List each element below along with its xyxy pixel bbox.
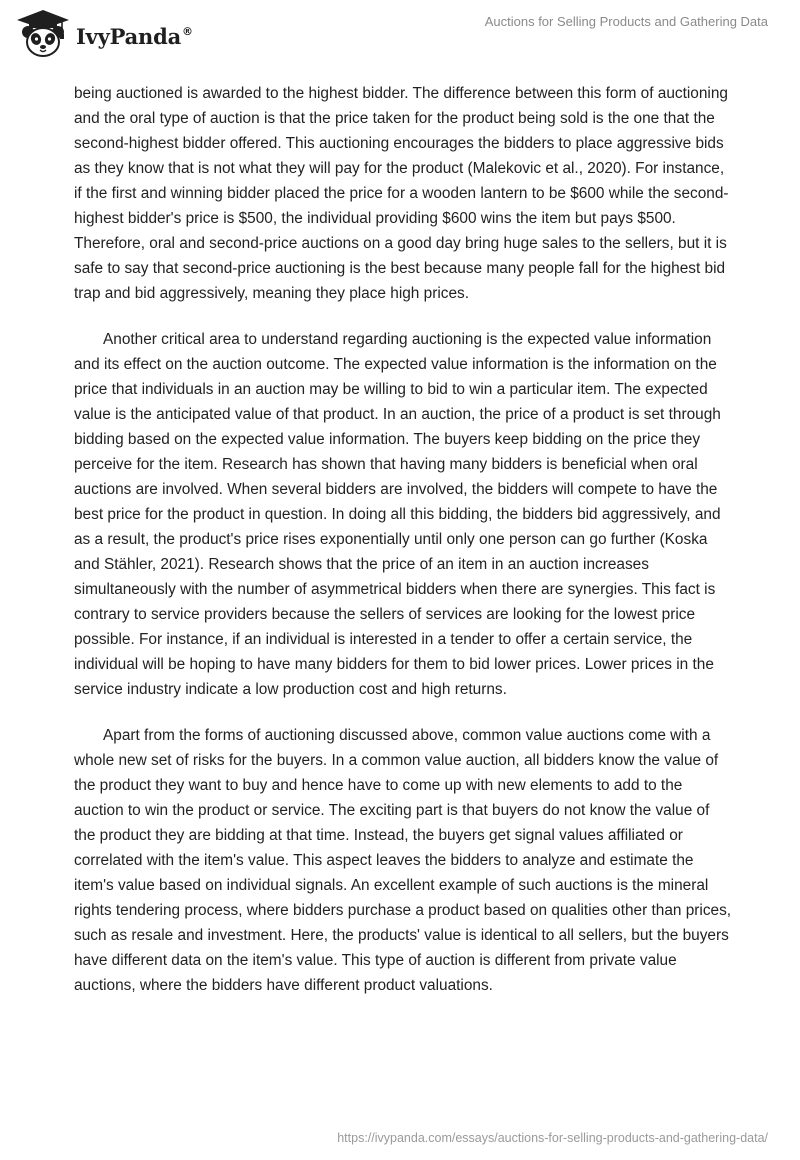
paragraph-3: Apart from the forms of auctioning discussed above, common value auctions come with a whole new set of risks for the buyers. In a common value auction, all bidders know the value of the product they want to buy and hence have to come up with new elements to add to the auction to win the product or service. The exciting part is that buyers do not know the value of the product they are bidding at that time. Instead, the buyers get signal values affiliated or correlated with the item's value. This aspect leaves the bidders to analyze and estimate the item's value based on individual signals. An excellent example of such auctions is the mineral rights tendering process, where bidders purchase a product based on qualities other than prices, such as resale and investment. Here, the products' value is identical to all sellers, but the buyers have different data on the item's value. This type of auction is different from private value auctions, where the bidders have different product valuations. [74, 727, 732, 994]
paragraph-1: being auctioned is awarded to the highest bidder. The difference between this form of auctioning and the oral type of auction is that the price taken for the product being sold is the one that the second-highest bidder offered. This auctioning encourages the bidders to place aggressive bids as they know that is not what they will pay for the product (Malekovic et al., 2020). For instance, if the first and winning bidder placed the price for a wooden lantern to be $600 while the second-highest bidder's price is $500, the individual providing $600 wins the item but pays $500. Therefore, oral and second-price auctions on a good day bring huge sales to the sellers, but it is safe to say that second-price auctioning is the best because many people fall for the highest bid trap and bid aggressively, meaning they place high prices. [74, 85, 729, 302]
essay-body [74, 81, 734, 1019]
page-header [0, 0, 800, 70]
source-url[interactable]: https://ivypanda.com/essays/auctions-for-selling-products-and-gathering-data/ [337, 1131, 768, 1145]
site-logo[interactable] [14, 8, 193, 58]
document-title: Auctions for Selling Products and Gathering Data [484, 14, 768, 29]
registered-mark: ® [182, 24, 193, 38]
panda-graduate-icon [14, 8, 72, 58]
paragraph-2: Another critical area to understand regarding auctioning is the expected value information and its effect on the auction outcome. The expected value information is the information on the price that individuals in an auction may be willing to bid to win a particular item. The expected value is the anticipated value of that product. In an auction, the price of a product is set through bidding based on the expected value information. The buyers keep bidding on the price they perceive for the item. Research has shown that having many bidders is beneficial when oral auctions are involved. When several bidders are involved, the bidders will compete to have the best price for the product in question. In doing all this bidding, the bidders bid aggressively, and as a result, the product's price rises exponentially until only one person can go further (Koska and Stähler, 2021). Research shows that the price of an item in an auction increases simultaneously with the number of asymmetrical bidders when there are synergies. This fact is contrary to service providers because the sellers of services are looking for the lowest price possible. For instance, if an individual is interested in a tender to offer a certain service, the individual will be hoping to have many bidders for them to bid lower prices. Lower prices in the service industry indicate a low production cost and high returns. [74, 331, 721, 698]
brand-name: IvyPanda® [76, 23, 193, 49]
